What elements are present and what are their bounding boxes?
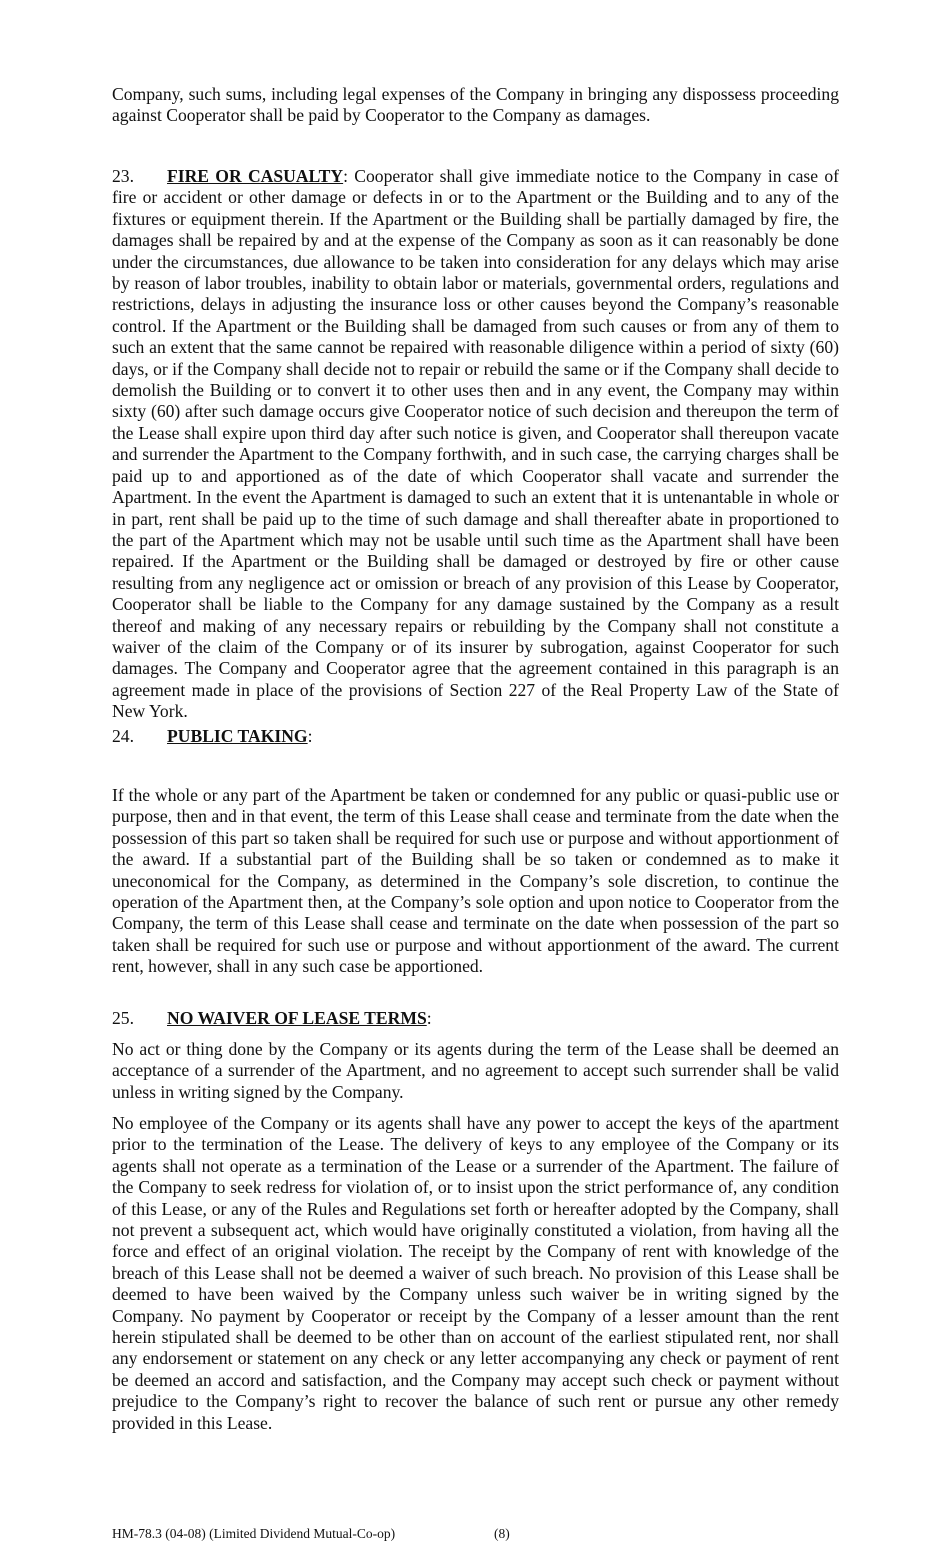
footer-form-id: HM-78.3 (04-08) (Limited Dividend Mutual-Co-op) <box>112 1526 396 1541</box>
footer-page-number: (8) <box>494 1526 510 1541</box>
section-25-heading: NO WAIVER OF LEASE TERMS <box>167 1008 427 1028</box>
section-24-paragraph: If the whole or any part of the Apartment be taken or condemned for any public or quasi-public use or purpose, then and in that event, the term of this Lease shall cease and terminate from the date when the possession of this part so taken shall be required for such use or purpose and without apportionment of the award. If a substantial part of the Building shall be so taken or condemned as to make it uneconomical for the Company, as determined in the Company’s sole discretion, to continue the operation of the Apartment then, at the Company’s sole option and upon notice to Cooperator from the Company, the term of this Lease shall cease and terminate on the date when possession of the part so taken shall be required for such use or purpose and without apportionment of the award. The current rent, however, shall in any such case be apportioned. <box>112 785 839 977</box>
section-25-title <box>112 1008 839 1029</box>
section-25-paragraph-2: No employee of the Company or its agents shall have any power to accept the keys of the apartment prior to the termination of the Lease. The delivery of keys to any employee of the Company or its agents shall not operate as a termination of the Lease or a surrender of the Apartment. The failure of the Company to seek redress for violation of, or to insist upon the strict performance of, any condition of this Lease, or any of the Rules and Regulations set forth or hereafter adopted by the Company, shall not prevent a subsequent act, which would have originally constituted a violation, from having all the force and effect of an original violation. The receipt by the Company of rent with knowledge of the breach of this Lease shall not be deemed a waiver of such breach. No provision of this Lease shall be deemed to have been waived by the Company unless such waiver be in writing signed by the Company. No payment by Cooperator or receipt by the Company of a lesser amount than the rent herein stipulated shall be deemed to be other than on account of the earliest stipulated rent, nor shall any endorsement or statement on any check or any letter accompanying any check or payment of rent be deemed an accord and satisfaction, and the Company may accept such check or payment without prejudice to the Company’s right to recover the balance of such rent or pursue any other remedy provided in this Lease. <box>112 1113 839 1433</box>
section-23-number: 23. <box>112 166 134 186</box>
section-24-colon: : <box>307 726 313 746</box>
section-23 <box>112 166 839 723</box>
section-25-paragraph-1: No act or thing done by the Company or its agents during the term of the Lease shall be deemed an acceptance of a surrender of the Apartment, and no agreement to accept such surrender shall be valid unless in writing signed by the Company. <box>112 1039 839 1102</box>
section-24-title <box>112 726 839 747</box>
section-23-text: : Cooperator shall give immediate notice to the Company in case of fire or accident or other damage or defects in or to the Apartment or the Building and to any of the fixtures or equipment therein. If the Apartment or the Building shall be partially damaged by fire, the damages shall be repaired by and at the expense of the Company as soon as it can reasonably be done under the circumstances, due allowance to be taken into consideration for any delays which may arise by reason of labor troubles, inability to obtain labor or materials, governmental orders, regulations and restrictions, delays in adjusting the insurance loss or other causes beyond the Company’s reasonable control. If the Apartment or the Building shall be damaged from such causes or from any of them to such an extent that the same cannot be repaired with reasonable diligence within a period of sixty (60) days, or if the Company shall decide not to repair or rebuild the same or if the Company shall decide to demolish the Building or to convert it to other uses then and in any event, the Company may within sixty (60) after such damage occurs give Cooperator notice of such decision and thereupon the term of the Lease shall expire upon third day after such notice is given, and Cooperator shall thereupon vacate and surrender the Apartment to the Company forthwith, and in such case, the carrying charges shall be paid up to and apportioned as of the date of which Cooperator shall vacate and surrender the Apartment. In the event the Apartment is damaged to such an extent that it is untenantable in whole or in part, rent shall be paid up to the time of such damage and shall thereafter abate in proportioned to the part of the Apartment which may not be usable until such time as the Apartment shall have been repaired. If the Apartment or the Building shall be damaged or destroyed by fire or other cause resulting from any negligence act or omission or breach of any provision of this Lease by Cooperator, Cooperator shall be liable to the Company for any damage sustained by the Company as a result thereof and making of any necessary repairs or rebuilding by the Company shall not constitute a waiver of the claim of the Company or of its insurer by subrogation, against Cooperator for such damages. The Company and Cooperator agree that the agreement contained in this paragraph is an agreement made in place of the provisions of Section 227 of the Real Property Law of the State of New York. <box>112 166 839 722</box>
section-25-number: 25. <box>112 1008 134 1028</box>
section-25-colon: : <box>426 1008 432 1028</box>
continuation-paragraph: Company, such sums, including legal expenses of the Company in bringing any dispossess proceeding against Cooperator shall be paid by Cooperator to the Company as damages. <box>112 84 839 126</box>
section-24-number: 24. <box>112 726 134 746</box>
section-24-heading: PUBLIC TAKING <box>167 726 308 746</box>
section-23-heading: FIRE OR CASUALTY <box>167 166 344 186</box>
